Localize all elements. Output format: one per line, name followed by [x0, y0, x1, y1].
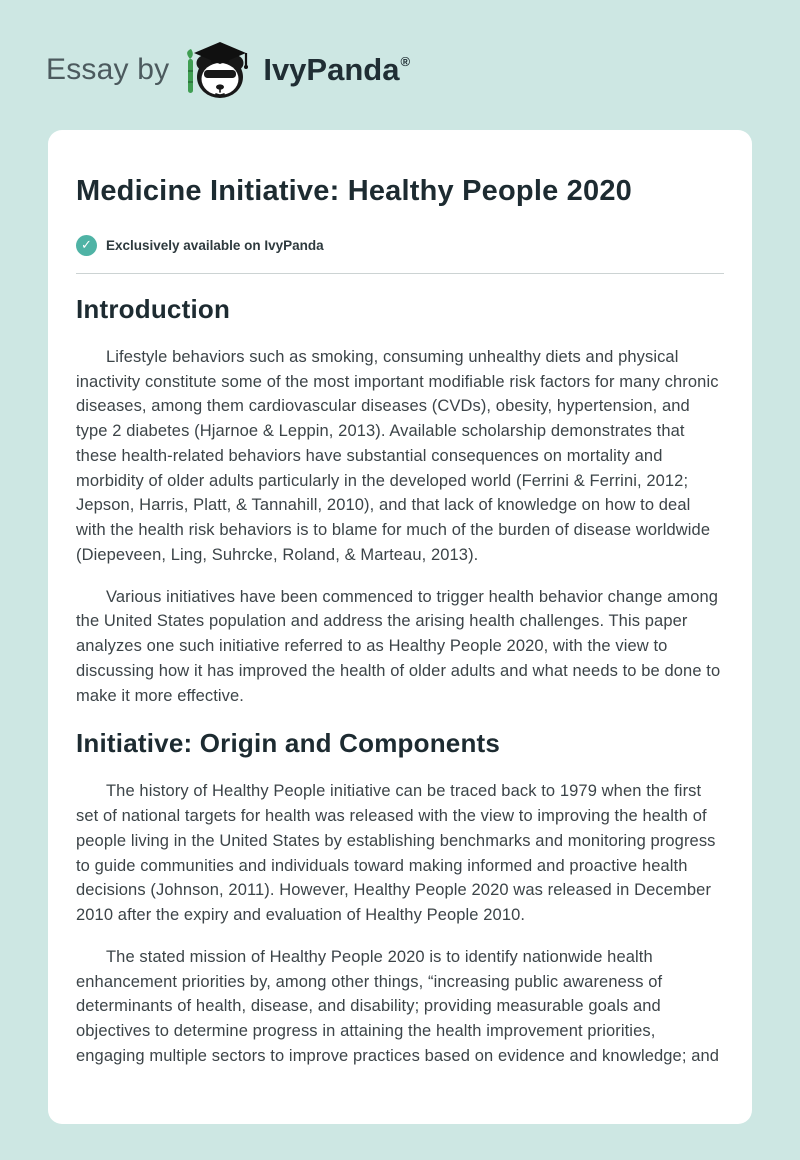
page-header — [0, 0, 800, 130]
paragraph: The history of Healthy People initiative can be traced back to 1979 when the first set of national targets for health was released with the view to improving the health of people living in the United States by establishing benchmarks and monitoring progress to guide communities and individuals toward making informed and proactive health decisions (Johnson, 2011). However, Healthy People 2020 was released in December 2010 after the expiry and evaluation of Healthy People 2010. — [76, 782, 716, 925]
paragraph: Various initiatives have been commenced to trigger health behavior change among the United States population and address the arising health challenges. This paper analyzes one such initiative referred to as Healthy People 2020, with the view to discussing how it has improved the health of older adults and what needs to be done to make it more effective. — [76, 587, 721, 705]
essay-title: Medicine Initiative: Healthy People 2020 — [76, 175, 632, 207]
section-heading-initiative-origin: Initiative: Origin and Components — [76, 728, 501, 759]
panda-graduate-icon — [185, 39, 251, 101]
section-heading-introduction: Introduction — [76, 293, 231, 324]
essay-card — [48, 130, 752, 1124]
availability-text: Exclusively available on IvyPanda — [106, 237, 324, 253]
check-icon: ✓ — [76, 235, 97, 256]
registered-mark: ® — [400, 54, 411, 69]
divider — [76, 273, 724, 274]
paragraph: Lifestyle behaviors such as smoking, consuming unhealthy diets and physical inactivity constitute some of the most important modifiable risk factors for many chronic diseases, among them cardiovascular diseases (CVDs), obesity, hypertension, and type 2 diabetes (Hjarnoe & Leppin, 2013). Available scholarship demonstrates that these health-related behaviors have substantial consequences on mortality and morbidity of older adults particularly in the developed world (Ferrini & Ferrini, 2012; Jepson, Harris, Platt, & Tannahill, 2010), and that lack of knowledge on how to deal with the health risk behaviors is to blame for much of the burden of disease worldwide (Diepeveen, Ling, Suhrcke, Roland, & Marteau, 2013). — [76, 347, 719, 564]
essay-by-label: Essay by — [46, 53, 170, 86]
brand-text: IvyPanda — [263, 52, 400, 87]
brand-name — [263, 52, 410, 88]
availability-badge — [76, 235, 724, 256]
paragraph: The stated mission of Healthy People 2020 is to identify nationwide health enhancement priorities by, among other things, “increasing public awareness of determinants of health, disease, and disability; providing measurable goals and objectives to determine progress in attaining the health improvement priorities, engaging multiple sectors to improve practices based on evidence and knowledge; and — [76, 947, 720, 1065]
